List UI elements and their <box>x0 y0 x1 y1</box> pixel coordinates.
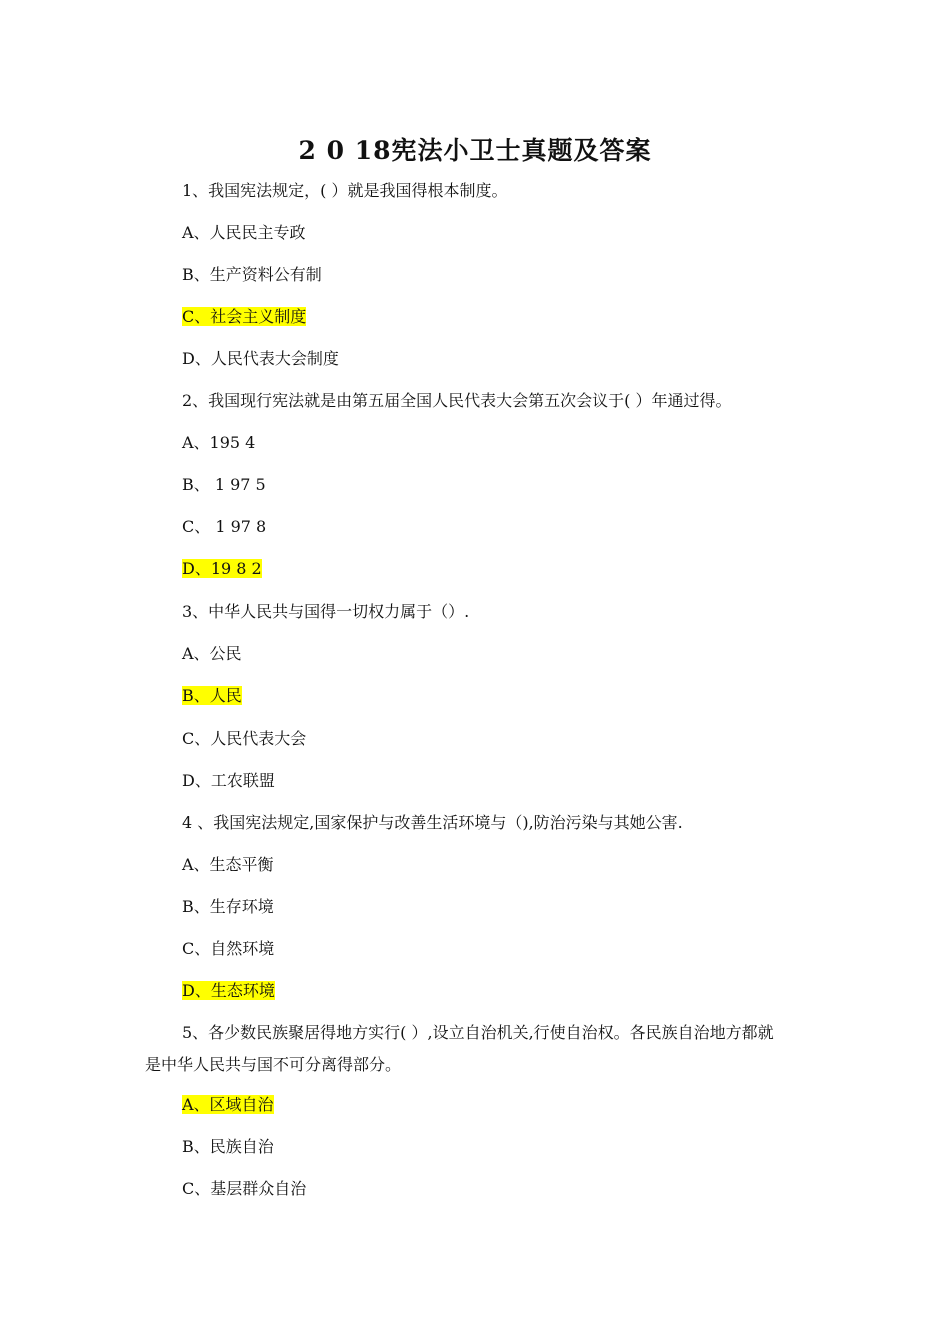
question-2 <box>182 389 732 413</box>
line-text: C、自然环境 <box>182 939 275 958</box>
q3-option-a <box>182 642 242 666</box>
q3-option-b <box>182 684 242 708</box>
question-4 <box>182 811 683 835</box>
line-text: C、基层群众自治 <box>182 1179 307 1198</box>
q4-option-b <box>182 895 274 919</box>
document-title: 2 0 18宪法小卫士真题及答案 <box>298 136 652 165</box>
question-5 <box>182 1021 774 1045</box>
question-3 <box>182 600 469 624</box>
q2-option-c <box>182 515 266 539</box>
q5-option-c <box>182 1177 306 1201</box>
line-text: 4 、我国宪法规定,国家保护与改善生活环境与（),防治污染与其她公害. <box>182 813 683 832</box>
line-text: A、195 4 <box>182 433 256 452</box>
answer-highlight: D、19 8 2 <box>182 559 262 578</box>
q1-option-a <box>182 221 306 245</box>
q2-option-b <box>182 473 266 497</box>
answer-highlight: C、社会主义制度 <box>182 307 307 326</box>
line-text: 是中华人民共与国不可分离得部分。 <box>145 1055 402 1074</box>
q4-option-d <box>182 979 275 1003</box>
q2-option-d <box>182 557 262 581</box>
q1-option-d <box>182 347 339 371</box>
question-1 <box>182 179 508 203</box>
q4-option-c <box>182 937 274 961</box>
q5-option-b <box>182 1135 274 1159</box>
answer-highlight: A、区域自治 <box>182 1095 274 1114</box>
answer-highlight: D、生态环境 <box>182 981 275 1000</box>
line-text: D、人民代表大会制度 <box>182 349 339 368</box>
q2-option-a <box>182 431 255 455</box>
q3-option-d <box>182 769 275 793</box>
line-text: 1、我国宪法规定，( ）就是我国得根本制度。 <box>182 181 508 200</box>
line-text: A、公民 <box>182 644 242 663</box>
q1-option-c <box>182 305 306 329</box>
line-text: C、人民代表大会 <box>182 729 307 748</box>
line-text: 2、我国现行宪法就是由第五届全国人民代表大会第五次会议于( ）年通过得。 <box>182 391 732 410</box>
q3-option-c <box>182 727 306 751</box>
q1-option-b <box>182 263 322 287</box>
question-5-continued <box>145 1053 401 1077</box>
line-text: B、 1 97 5 <box>182 475 266 494</box>
line-text: 5、各少数民族聚居得地方实行( ）,设立自治机关,行使自治权。各民族自治地方都就 <box>182 1023 774 1042</box>
q5-option-a <box>182 1093 274 1117</box>
line-text: A、生态平衡 <box>182 855 274 874</box>
answer-highlight: B、人民 <box>182 686 242 705</box>
line-text: B、民族自治 <box>182 1137 274 1156</box>
line-text: B、生存环境 <box>182 897 274 916</box>
line-text: C、 1 97 8 <box>182 517 267 536</box>
line-text: 3、中华人民共与国得一切权力属于（）. <box>182 602 470 621</box>
line-text: B、生产资料公有制 <box>182 265 322 284</box>
line-text: A、人民民主专政 <box>182 223 306 242</box>
line-text: D、工农联盟 <box>182 771 275 790</box>
q4-option-a <box>182 853 274 877</box>
